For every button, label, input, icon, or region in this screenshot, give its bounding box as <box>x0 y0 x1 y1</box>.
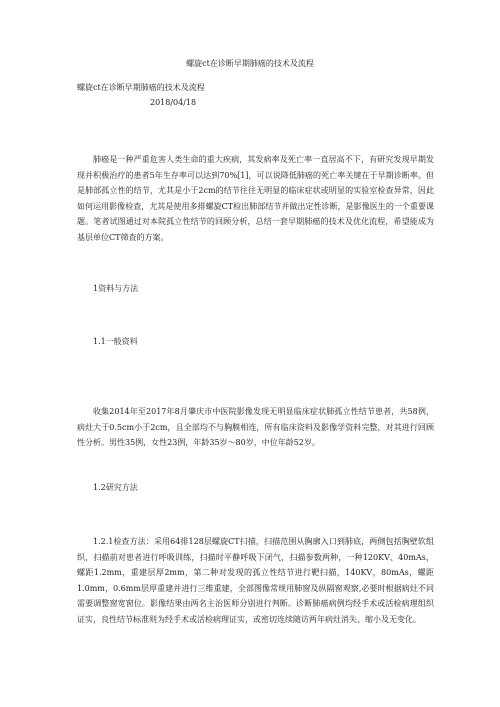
section-heading-general-data: 1.1一般资料 <box>93 337 138 346</box>
document-title: 螺旋ct在诊断早期肺癌的技术及流程 <box>186 59 314 68</box>
document-subtitle: 螺旋ct在诊断早期肺癌的技术及流程 <box>77 83 205 92</box>
publish-date: 2018/04/18 <box>150 98 197 107</box>
general-data-paragraph: 收集2014年至2017年8月肇庆市中医院影像发现无明显临床症状肺孤立性结节患者，共58例，病灶大于0.5cm小于2cm，且全部均不与胸膜相连，所有临床资料及影像学资料完整，对其进行回顾性分析。男性35例，女性23例，年龄35岁～80岁，中位年龄52岁。 <box>77 407 434 447</box>
section-heading-methods: 1资料与方法 <box>93 284 139 293</box>
section-heading-research-method: 1.2研究方法 <box>93 483 138 492</box>
intro-paragraph: 肺癌是一种严重危害人类生命的重大疾病，其发病率及死亡率一直居高不下，有研究发现早期发现并积极治疗的患者5年生存率可以达到70%[1]，可以说降低肺癌的死亡率关键在于早期诊断率。但是肺部孤立性的结节，尤其是小于2cm的结节往往无明显的临床症状或明显的实验室检查异常，因此如何运用影像检查，尤其是使用多排螺旋CT检出肺部结节并做出定性诊断，是影像医生的一个重要课题。笔者试图通过对本院孤立性结节的回顾分析，总结一套早期肺癌的技术及优化流程，希望能成为基层单位CT筛查的方案。 <box>77 155 434 242</box>
exam-method-paragraph: 1.2.1检查方法：采用64排128层螺旋CT扫描，扫描范围从胸廓入口到肺底，两侧包括胸壁软组织，扫描前对患者进行呼吸训练，扫描时平静呼吸下闭气，扫描参数两种，一种120KV、40mAs，螺距1.2mm，重建层厚2mm，第二种对发现的孤立性结节进行靶扫描，140KV，80mAs，螺距1.0mm，0.6mm层厚重建并进行三维重建，全部图像常规用肺窗及纵隔窗观察,必要时根据病灶不同需要调整窗宽窗位。影像结果由两名主治医师分别进行判断。诊断肺癌病例均经手术或活检病理组织证实，良性结节标准则为经手术或活检病理证实，或密切连续随访两年病灶消失、缩小及无变化。 <box>77 537 434 624</box>
